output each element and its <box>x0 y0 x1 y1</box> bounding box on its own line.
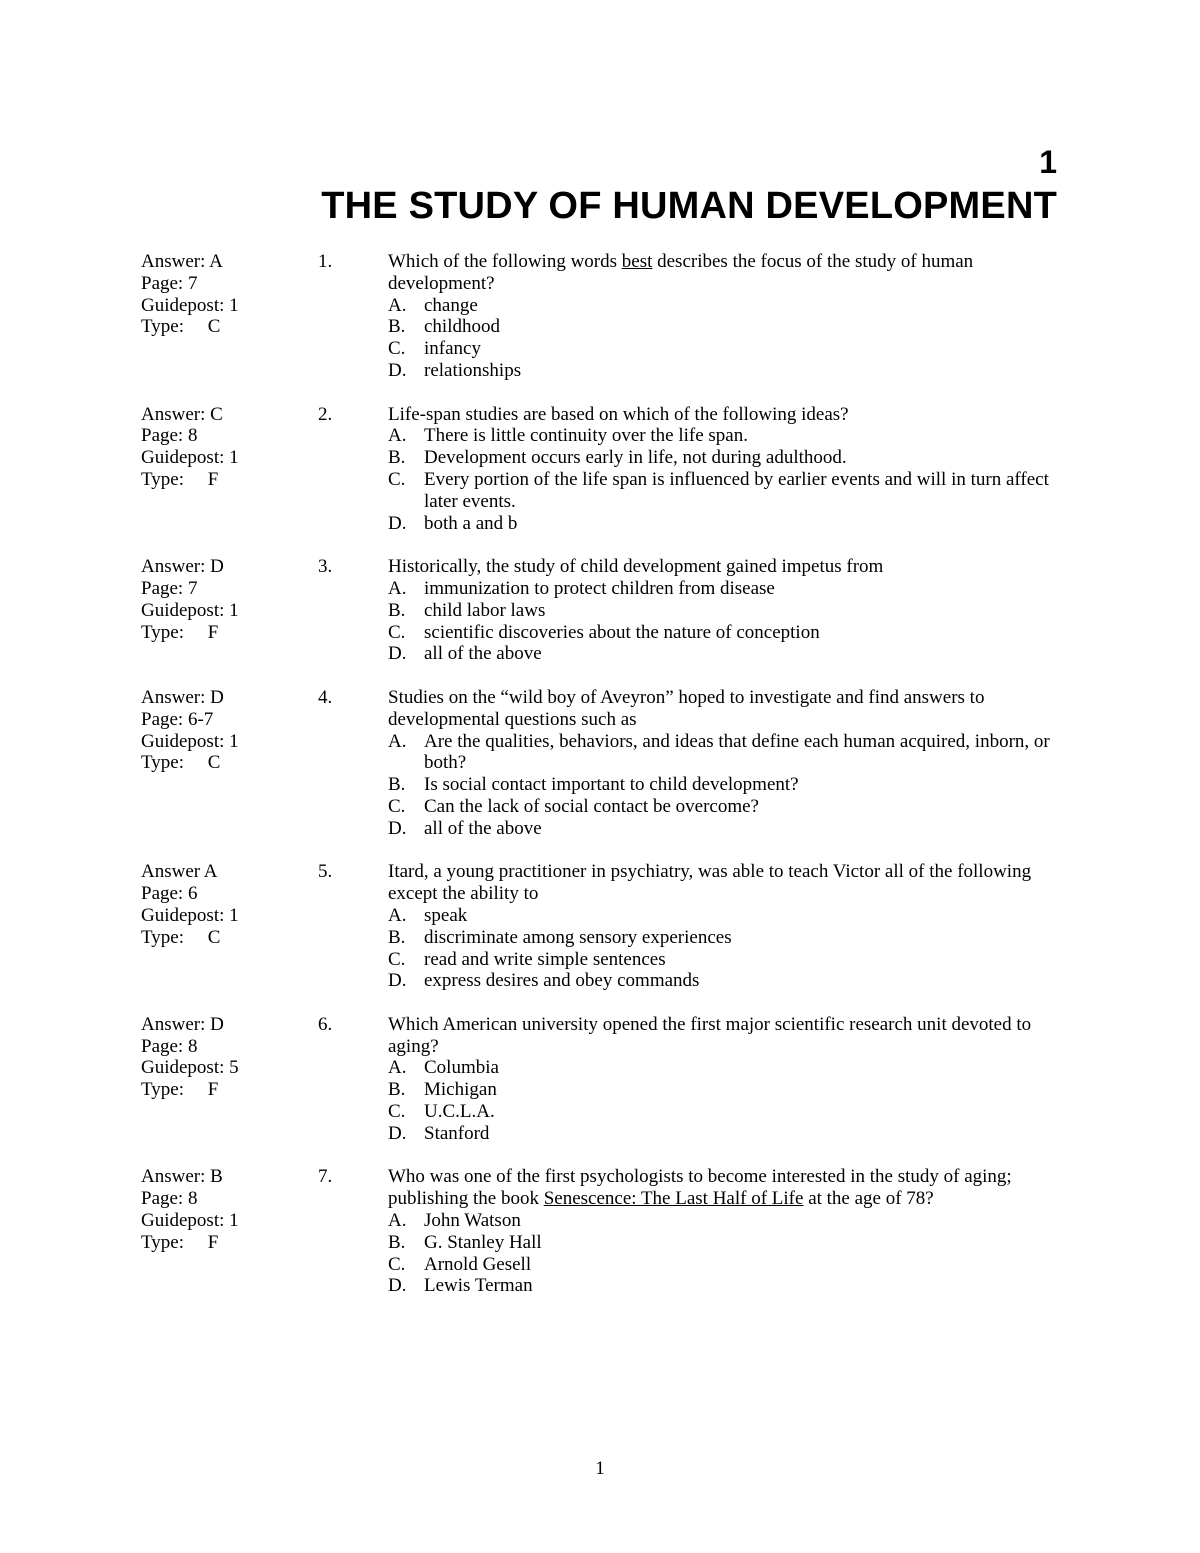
option-letter: A. <box>388 1057 407 1079</box>
option-letter: D. <box>388 512 407 534</box>
answer-option <box>388 338 1061 360</box>
question-stem <box>388 861 1061 905</box>
option-letter: B. <box>388 316 406 338</box>
question-body <box>388 1166 1061 1297</box>
answer-option <box>388 316 1061 338</box>
question-body <box>388 861 1061 992</box>
answer-option <box>388 447 1061 469</box>
chapter-number: 1 <box>1039 144 1057 180</box>
stem-underlined-text: best <box>621 251 653 272</box>
option-letter: B. <box>388 1231 406 1253</box>
answer-option <box>388 796 1061 818</box>
answer-options <box>388 1057 1061 1144</box>
question-stem <box>388 404 1061 426</box>
question-number: 6. <box>318 1013 333 1035</box>
question-item-5 <box>141 861 1061 992</box>
question-meta <box>141 861 318 992</box>
question-meta <box>141 251 318 382</box>
question-item-2 <box>141 404 1061 535</box>
question-number: 7. <box>318 1166 333 1188</box>
footer-page-number: 1 <box>595 1458 605 1479</box>
answer-option <box>388 360 1061 382</box>
question-number: 4. <box>318 686 333 708</box>
option-text: child labor laws <box>424 599 546 621</box>
question-number: 5. <box>318 861 333 883</box>
answer-option <box>388 1057 1061 1079</box>
guidepost-reference: Guidepost: 5 <box>141 1057 239 1079</box>
option-text: infancy <box>424 338 481 360</box>
question-item-3 <box>141 556 1061 665</box>
option-letter: D. <box>388 643 407 665</box>
option-text: speak <box>424 904 468 926</box>
answer-option <box>388 818 1061 840</box>
answer-option <box>388 295 1061 317</box>
answer-option <box>388 469 1061 513</box>
option-letter: D. <box>388 817 407 839</box>
option-text: scientific discoveries about the nature of conception <box>424 621 820 643</box>
option-letter: B. <box>388 774 406 796</box>
page-reference: Page: 7 <box>141 272 198 294</box>
answer-key: Answer: D <box>141 556 224 578</box>
stem-text: Which American university opened the first major scientific research unit devoted to aging? <box>388 1013 1032 1057</box>
option-letter: A. <box>388 730 407 752</box>
stem-text-end: at the age of 78? <box>803 1188 934 1210</box>
stem-text: Life-span studies are based on which of the following ideas? <box>388 403 849 425</box>
option-text: Development occurs early in life, not during adulthood. <box>424 447 847 469</box>
option-text: Stanford <box>424 1122 490 1144</box>
option-letter: A. <box>388 425 407 447</box>
stem-text: Who was one of the first psychologists to become interested in the study of aging; publishing the book <box>388 1166 1012 1210</box>
stem-text: Itard, a young practitioner in psychiatry, was able to teach Victor all of the following except the ability to <box>388 861 1032 905</box>
option-text: immunization to protect children from disease <box>424 577 775 599</box>
question-number: 2. <box>318 403 333 425</box>
question-stem <box>388 1166 1061 1210</box>
option-letter: A. <box>388 904 407 926</box>
question-item-1 <box>141 251 1061 382</box>
option-text: Can the lack of social contact be overcome? <box>424 795 759 817</box>
stem-text: Historically, the study of child development gained impetus from <box>388 556 884 578</box>
option-text: read and write simple sentences <box>424 948 666 970</box>
option-letter: C. <box>388 1101 406 1123</box>
stem-text-end: describes the focus of the study of human development? <box>388 251 974 294</box>
question-type: Type: F <box>141 1079 219 1101</box>
question-meta <box>141 404 318 535</box>
question-number: 1. <box>318 251 333 272</box>
question-meta <box>141 1166 318 1297</box>
option-letter: C. <box>388 621 406 643</box>
stem-text: Studies on the “wild boy of Aveyron” hoped to investigate and find answers to developmental questions such as <box>388 686 985 730</box>
answer-options <box>388 578 1061 665</box>
option-letter: B. <box>388 599 406 621</box>
answer-options <box>388 425 1061 534</box>
option-text: both a and b <box>424 512 518 534</box>
option-text: all of the above <box>424 643 542 665</box>
answer-option <box>388 513 1061 535</box>
answer-key: Answer: C <box>141 403 223 425</box>
question-type: Type: C <box>141 316 221 338</box>
option-text: express desires and obey commands <box>424 970 700 992</box>
question-type: Type: C <box>141 926 221 948</box>
answer-key: Answer A <box>141 861 218 883</box>
answer-option <box>388 1123 1061 1145</box>
answer-option <box>388 600 1061 622</box>
answer-option <box>388 425 1061 447</box>
option-letter: B. <box>388 1079 406 1101</box>
option-letter: C. <box>388 1253 406 1275</box>
option-text: Is social contact important to child development? <box>424 774 799 796</box>
option-letter: B. <box>388 926 406 948</box>
question-stem <box>388 556 1061 578</box>
answer-option <box>388 1210 1061 1232</box>
question-stem <box>388 1014 1061 1058</box>
option-text: Columbia <box>424 1057 499 1079</box>
answer-option <box>388 905 1061 927</box>
answer-option <box>388 970 1061 992</box>
option-text: Michigan <box>424 1079 497 1101</box>
answer-options <box>388 905 1061 992</box>
question-item-4 <box>141 687 1061 840</box>
answer-option <box>388 949 1061 971</box>
guidepost-reference: Guidepost: 1 <box>141 730 239 752</box>
option-letter: D. <box>388 1275 407 1297</box>
option-letter: D. <box>388 359 407 381</box>
page-reference: Page: 8 <box>141 1035 198 1057</box>
answer-key: Answer: B <box>141 1166 223 1188</box>
option-text: relationships <box>424 359 522 381</box>
question-meta <box>141 687 318 840</box>
question-body <box>388 1014 1061 1145</box>
question-stem <box>388 687 1061 731</box>
page-reference: Page: 8 <box>141 425 198 447</box>
question-type: Type: F <box>141 621 219 643</box>
answer-option <box>388 927 1061 949</box>
question-item-7 <box>141 1166 1061 1297</box>
answer-option <box>388 1101 1061 1123</box>
option-text: John Watson <box>424 1210 521 1232</box>
guidepost-reference: Guidepost: 1 <box>141 294 239 316</box>
answer-option <box>388 731 1061 775</box>
answer-option <box>388 774 1061 796</box>
option-text: Are the qualities, behaviors, and ideas that define each human acquired, inborn, or both? <box>424 730 1050 774</box>
answer-key: Answer: D <box>141 686 224 708</box>
option-text: U.C.L.A. <box>424 1101 495 1123</box>
answer-option <box>388 1254 1061 1276</box>
option-letter: B. <box>388 447 406 469</box>
answer-option <box>388 1275 1061 1297</box>
option-letter: D. <box>388 970 407 992</box>
guidepost-reference: Guidepost: 1 <box>141 904 239 926</box>
question-body <box>388 556 1061 665</box>
question-meta <box>141 1014 318 1145</box>
page-reference: Page: 6-7 <box>141 708 214 730</box>
page-reference: Page: 6 <box>141 883 198 905</box>
answer-options <box>388 1210 1061 1297</box>
option-letter: C. <box>388 795 406 817</box>
option-text: change <box>424 294 478 316</box>
page-reference: Page: 7 <box>141 577 198 599</box>
option-letter: C. <box>388 468 406 490</box>
option-text: Every portion of the life span is influenced by earlier events and will in turn affect later events. <box>424 468 1049 512</box>
question-type: Type: F <box>141 1231 219 1253</box>
option-text: discriminate among sensory experiences <box>424 926 732 948</box>
option-letter: A. <box>388 577 407 599</box>
question-body <box>388 404 1061 535</box>
option-text: G. Stanley Hall <box>424 1231 542 1253</box>
question-type: Type: F <box>141 468 219 490</box>
option-text: childhood <box>424 316 500 338</box>
stem-underlined-text: Senescence: The Last Half of Life <box>543 1188 804 1210</box>
answer-key: Answer: D <box>141 1013 224 1035</box>
question-meta <box>141 556 318 665</box>
question-number: 3. <box>318 556 333 578</box>
answer-key: Answer: A <box>141 251 223 272</box>
answer-options <box>388 731 1061 840</box>
chapter-title: THE STUDY OF HUMAN DEVELOPMENT <box>321 185 1057 227</box>
question-list <box>141 251 1061 1319</box>
answer-option <box>388 622 1061 644</box>
question-body <box>388 251 1061 382</box>
answer-option <box>388 1232 1061 1254</box>
option-text: There is little continuity over the life span. <box>424 425 748 447</box>
option-letter: D. <box>388 1122 407 1144</box>
answer-option <box>388 643 1061 665</box>
option-text: Lewis Terman <box>424 1275 533 1297</box>
guidepost-reference: Guidepost: 1 <box>141 1210 239 1232</box>
option-letter: A. <box>388 1210 407 1232</box>
guidepost-reference: Guidepost: 1 <box>141 599 239 621</box>
question-item-6 <box>141 1014 1061 1145</box>
option-letter: C. <box>388 338 406 360</box>
answer-option <box>388 1079 1061 1101</box>
question-stem <box>388 251 1061 295</box>
question-body <box>388 687 1061 840</box>
page-reference: Page: 8 <box>141 1188 198 1210</box>
option-letter: A. <box>388 294 407 316</box>
option-text: all of the above <box>424 817 542 839</box>
guidepost-reference: Guidepost: 1 <box>141 447 239 469</box>
stem-text: Which of the following words <box>388 251 622 272</box>
option-text: Arnold Gesell <box>424 1253 532 1275</box>
answer-options <box>388 295 1061 382</box>
option-letter: C. <box>388 948 406 970</box>
answer-option <box>388 578 1061 600</box>
question-type: Type: C <box>141 752 221 774</box>
